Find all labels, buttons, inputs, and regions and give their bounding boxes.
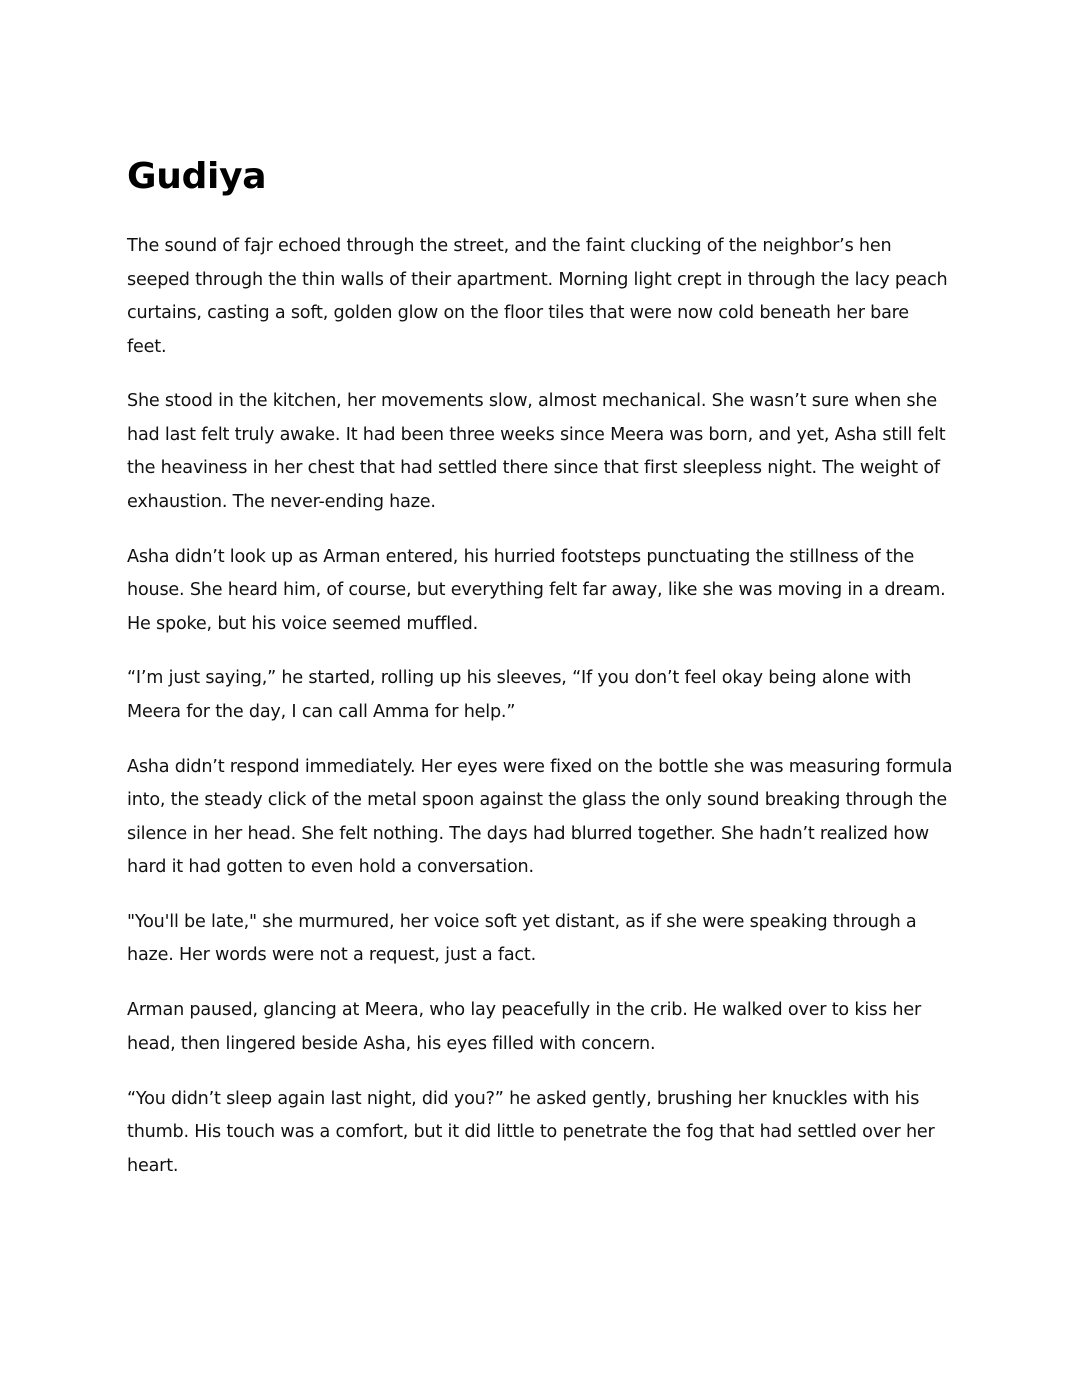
document-body (127, 150, 953, 1204)
paragraph: Asha didn’t look up as Arman entered, his hurried footsteps punctuating the stillness of the house. She heard him, of course, but everything felt far away, like she was moving in a dream. He spoke, but his voice seemed muffled. (127, 546, 946, 634)
paragraph: "You'll be late," she murmured, her voice soft yet distant, as if she were speaking through a haze. Her words were not a request, just a fact. (127, 911, 917, 966)
paragraph: Asha didn’t respond immediately. Her eyes were fixed on the bottle she was measuring formula into, the steady click of the metal spoon against the glass the only sound breaking through the silence in her head. She felt nothing. The days had blurred together. She hadn’t realized how hard it had gotten to even hold a conversation. (127, 756, 953, 878)
paragraph: Arman paused, glancing at Meera, who lay peacefully in the crib. He walked over to kiss her head, then lingered beside Asha, his eyes filled with concern. (127, 1000, 921, 1054)
paragraph: The sound of fajr echoed through the street, and the faint clucking of the neighbor’s hen seeped through the thin walls of their apartment. Morning light crept in through the lacy peach curtains, casting a soft, golden glow on the floor tiles that were now cold beneath her bare feet. (127, 236, 948, 357)
paragraph: She stood in the kitchen, her movements slow, almost mechanical. She wasn’t sure when she had last felt truly awake. It had been three weeks since Meera was born, and yet, Asha still felt the heaviness in her chest that had settled there since that first sleepless night. The weight of exhaustion. The never-ending haze. (127, 391, 946, 512)
paragraph: “You didn’t sleep again last night, did you?” he asked gently, brushing her knuckles with his thumb. His touch was a comfort, but it did little to penetrate the fog that had settled over her heart. (127, 1088, 935, 1176)
document-title: Gudiya (127, 156, 267, 197)
paragraph: “I’m just saying,” he started, rolling up his sleeves, “If you don’t feel okay being alone with Meera for the day, I can call Amma for help.” (127, 668, 912, 722)
